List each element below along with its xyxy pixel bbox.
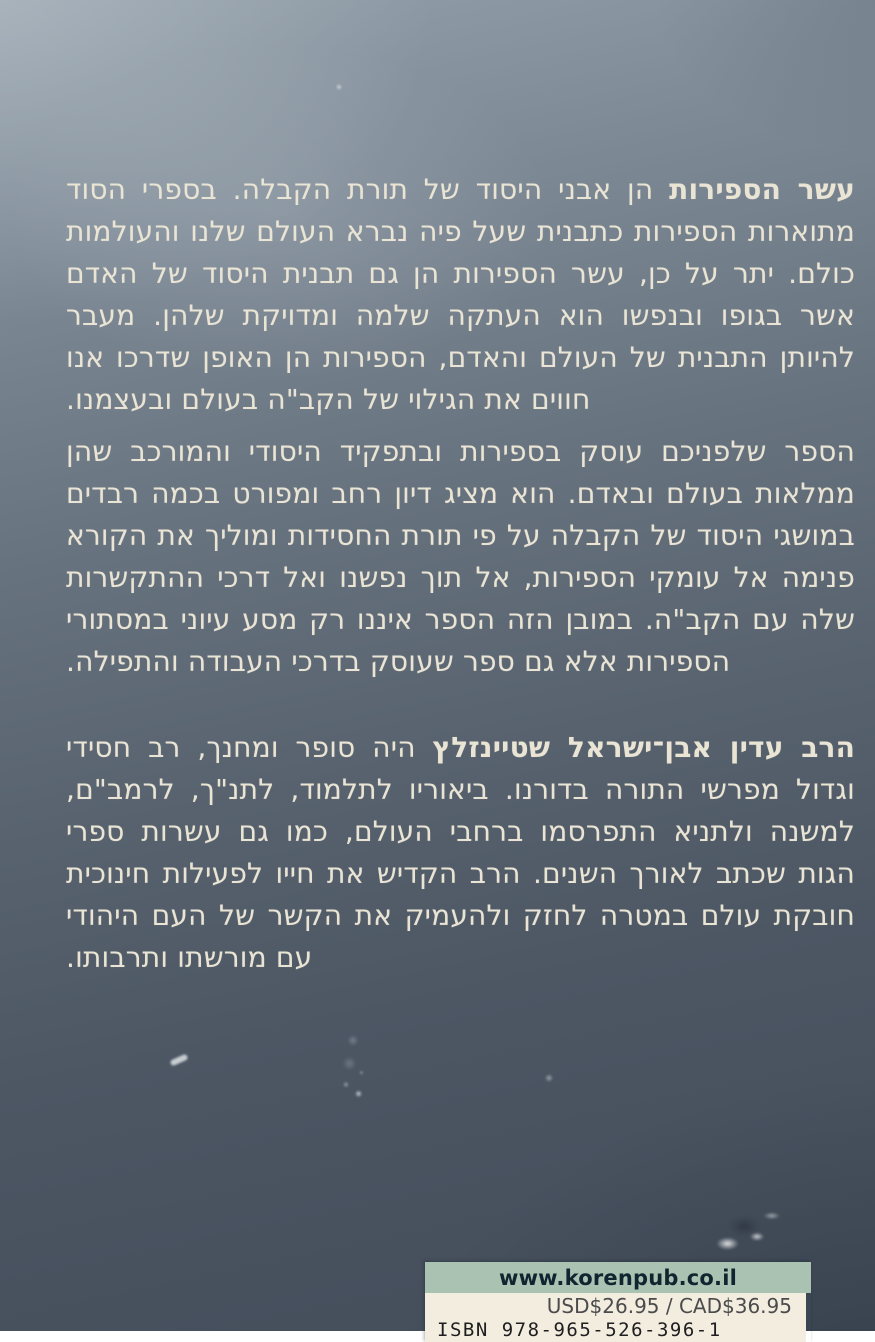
blurb-paragraph-author [66, 727, 855, 979]
blurb-paragraph-book [66, 431, 855, 683]
blurb-paragraph-sefirot [66, 169, 855, 421]
scuff-mark [170, 1054, 189, 1067]
sticker-body [425, 1293, 806, 1342]
publisher-website-label: www.korenpub.co.il [498, 1265, 738, 1290]
price-label: USD$26.95 / CAD$36.95 [546, 1294, 792, 1318]
blurb-body-sefirot: הן אבני היסוד של תורת הקבלה. בספרי הסוד מתוארות הספירות כתבנית שעל פיה נברא העולם שלנו והעולמות כולם. יתר על כן, עשר הספירות הן גם תבנית היסוד של האדם אשר בגופו ובנפשו הוא העתקה שלמה ומדויקת שלהן. מעבר להיותן התבנית של העולם והאדם, הספירות הן האופן שדרכו אנו חווים את הגילוי של הקב"ה בעולם ובעצמנו. [66, 173, 855, 416]
price-sticker [425, 1262, 811, 1342]
isbn-label: ISBN 978-965-526-396-1 [437, 1319, 722, 1341]
blurb-body-author: היה סופר ומחנך, רב חסידי וגדול מפרשי התורה בדורנו. ביאוריו לתלמוד, לתנ"ך, לרמב"ם, למשנה ולתניא התפרסמו ברחבי העולם, כמו גם עשרות ספרי הגות שכתב לאורך השנים. הרב הקדיש את חייו לפעילות חינוכית חובקת עולם במטרה לחזק ולהעמיק את הקשר של העם היהודי עם מורשתו ותרבותו. [66, 731, 855, 974]
scuff-mark [700, 1203, 792, 1261]
publisher-website-bar [425, 1262, 811, 1293]
blurb-body-book: הספר שלפניכם עוסק בספירות ובתפקיד היסודי והמורכב שהן ממלאות בעולם ובאדם. הוא מציג דיון רחב ומפורט בכמה רבדים במושגי היסוד של הקבלה על פי תורת החסידות ומוליך את הקורא פנימה אל עומקי הספירות, אל תוך נפשנו ואל דרכי ההתקשרות שלה עם הקב"ה. במובן הזה הספר איננו רק מסע עיוני במסתורי הספירות אלא גם ספר שעוסק בדרכי העבודה והתפילה. [66, 435, 855, 678]
blurb-lead-sefirot: עשר הספירות [669, 173, 855, 206]
author-name: הרב עדין אבן־ישראל שטיינזלץ [432, 731, 856, 764]
scuff-mark [318, 1022, 388, 1114]
dust-speck [336, 84, 342, 90]
dust-speck [545, 1074, 553, 1082]
